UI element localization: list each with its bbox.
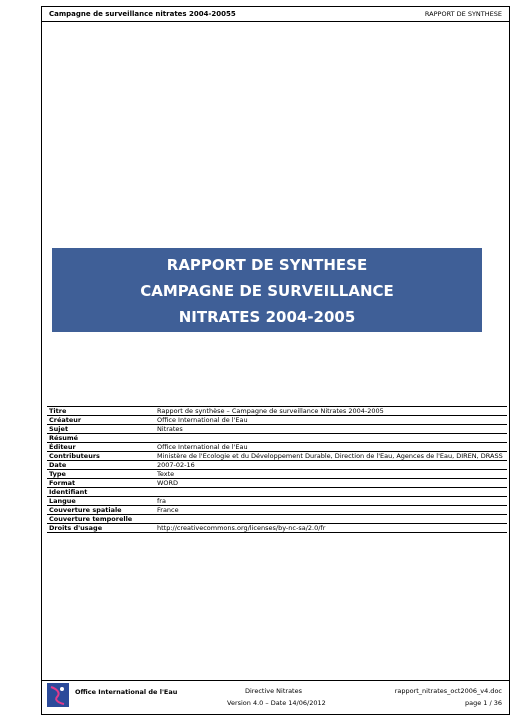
metadata-key: Couverture spatiale: [47, 506, 155, 515]
footer-directive: Directive Nitrates: [245, 687, 302, 695]
metadata-value: Ministère de l'Ecologie et du Développement Durable, Direction de l'Eau, Agences de l'Eau, DIREN, DRASS: [155, 452, 507, 461]
metadata-value: 2007-02-16: [155, 461, 507, 470]
page-frame: [41, 6, 510, 715]
metadata-row: [47, 497, 507, 506]
metadata-key: Créateur: [47, 416, 155, 425]
metadata-row: [47, 524, 507, 533]
metadata-key: Langue: [47, 497, 155, 506]
metadata-value: fra: [155, 497, 507, 506]
metadata-key: Éditeur: [47, 443, 155, 452]
header-document-title: Campagne de surveillance nitrates 2004-20055: [49, 10, 236, 18]
metadata-key: Sujet: [47, 425, 155, 434]
metadata-value: Rapport de synthèse – Campagne de surveillance Nitrates 2004-2005: [155, 407, 507, 416]
metadata-value: Office International de l'Eau: [155, 443, 507, 452]
metadata-value: Texte: [155, 470, 507, 479]
metadata-row: [47, 425, 507, 434]
metadata-value: [155, 488, 507, 497]
metadata-row: [47, 479, 507, 488]
title-line-1: RAPPORT DE SYNTHESE: [166, 256, 368, 274]
metadata-table: [47, 406, 507, 533]
metadata-value: Nitrates: [155, 425, 507, 434]
header-report-type: RAPPORT DE SYNTHESE: [424, 10, 502, 18]
metadata-value: [155, 434, 507, 443]
oieau-logo-icon: [47, 683, 69, 707]
metadata-key: Couverture temporelle: [47, 515, 155, 524]
footer-organization: Office International de l'Eau: [75, 688, 178, 696]
footer-page-number: page 1 / 36: [464, 699, 502, 707]
metadata-value: Office International de l'Eau: [155, 416, 507, 425]
title-line-3: NITRATES 2004-2005: [178, 308, 356, 326]
metadata-value: [155, 515, 507, 524]
metadata-row: [47, 461, 507, 470]
metadata-row: [47, 470, 507, 479]
metadata-row: [47, 434, 507, 443]
footer-filename: rapport_nitrates_oct2006_v4.doc: [394, 687, 502, 695]
metadata-key: Date: [47, 461, 155, 470]
metadata-key: Résumé: [47, 434, 155, 443]
footer-version: Version 4.0 – Date 14/06/2012: [227, 699, 326, 707]
metadata-row: [47, 452, 507, 461]
metadata-value: http://creativecommons.org/licenses/by-nc-sa/2.0/fr: [155, 524, 507, 533]
metadata-value: France: [155, 506, 507, 515]
metadata-row: [47, 506, 507, 515]
metadata-key: Type: [47, 470, 155, 479]
metadata-row: [47, 443, 507, 452]
metadata-row: [47, 515, 507, 524]
metadata-key: Format: [47, 479, 155, 488]
metadata-value: WORD: [155, 479, 507, 488]
title-line-2: CAMPAGNE DE SURVEILLANCE: [140, 282, 394, 300]
metadata-row: [47, 488, 507, 497]
metadata-key: Droits d'usage: [47, 524, 155, 533]
footer-rule: [41, 680, 510, 681]
metadata-key: Identifiant: [47, 488, 155, 497]
metadata-row: [47, 407, 507, 416]
header-rule: [41, 21, 510, 22]
metadata-row: [47, 416, 507, 425]
metadata-key: Titre: [47, 407, 155, 416]
metadata-key: Contributeurs: [47, 452, 155, 461]
title-banner: [52, 248, 482, 332]
